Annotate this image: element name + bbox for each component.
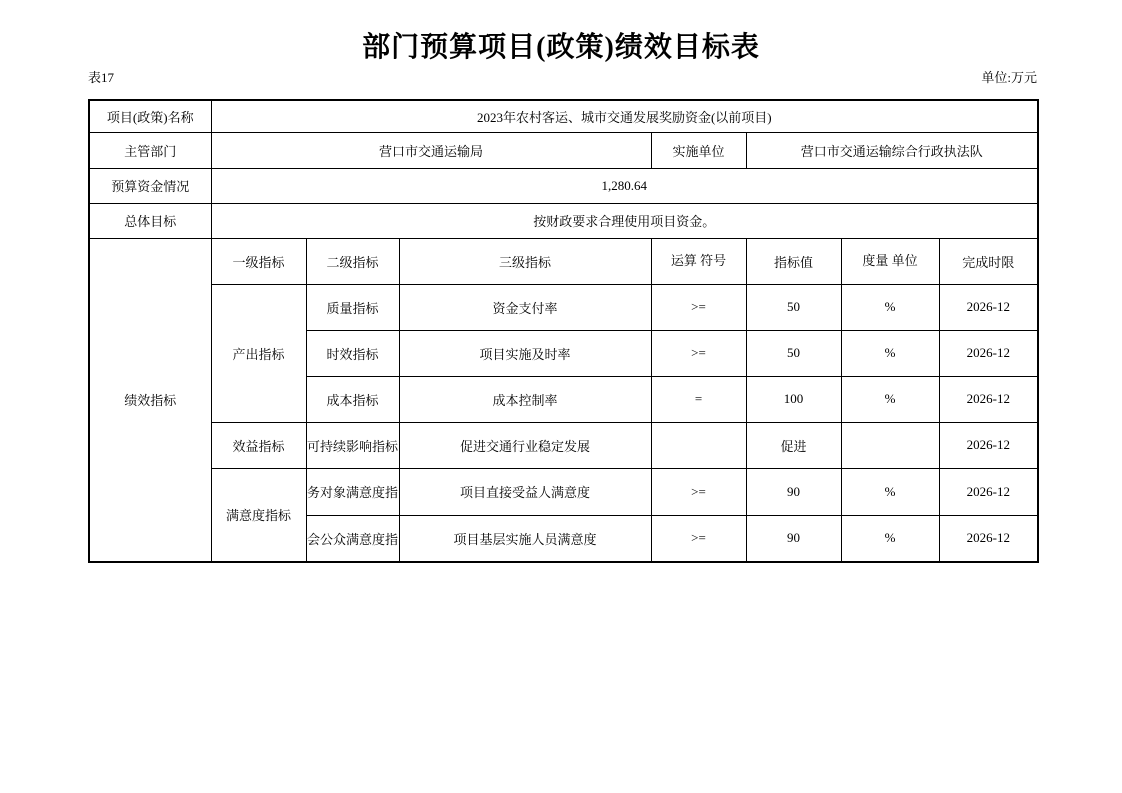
target-value-cell: 90 [746,468,841,515]
page-title: 部门预算项目(政策)绩效目标表 [362,32,760,63]
implementing-unit-value: 营口市交通运输综合行政执法队 [746,132,1038,168]
level2-cell: 会公众满意度指 [306,515,399,562]
level3-cell: 项目直接受益人满意度 [399,468,651,515]
level1-cell: 产出指标 [211,284,306,422]
indicator-row [89,422,1038,468]
indicators-section-label: 绩效指标 [89,238,211,562]
department-value: 营口市交通运输局 [211,132,651,168]
deadline-cell: 2026-12 [939,468,1038,515]
row-project-name [89,100,1038,132]
budget-value: 1,280.64 [211,168,1038,203]
project-name-label: 项目(政策)名称 [89,100,211,132]
operator-cell: >= [651,330,746,376]
indicator-row [89,468,1038,515]
operator-cell: >= [651,468,746,515]
level1-cell: 效益指标 [211,422,306,468]
level1-cell: 满意度指标 [211,468,306,562]
unit-cell: % [841,515,939,562]
deadline-cell: 2026-12 [939,376,1038,422]
operator-cell [651,422,746,468]
unit-cell: % [841,284,939,330]
overall-goal-value: 按财政要求合理使用项目资金。 [211,203,1038,238]
level2-cell: 成本指标 [306,376,399,422]
implementing-unit-label: 实施单位 [651,132,746,168]
department-label: 主管部门 [89,132,211,168]
target-value-cell: 促进 [746,422,841,468]
header-target-value: 指标值 [746,238,841,284]
level2-cell: 质量指标 [306,284,399,330]
row-budget [89,168,1038,203]
deadline-cell: 2026-12 [939,284,1038,330]
level2-cell: 时效指标 [306,330,399,376]
header-unit: 度量 单位 [841,238,939,284]
operator-cell: >= [651,284,746,330]
unit-cell: % [841,330,939,376]
unit-cell [841,422,939,468]
table-number: 表17 [88,70,115,85]
header-level3: 三级指标 [399,238,651,284]
level3-cell: 资金支付率 [399,284,651,330]
operator-cell: = [651,376,746,422]
row-departments [89,132,1038,168]
deadline-cell: 2026-12 [939,422,1038,468]
target-value-cell: 100 [746,376,841,422]
table-meta [88,67,1037,86]
deadline-cell: 2026-12 [939,330,1038,376]
deadline-cell: 2026-12 [939,515,1038,562]
budget-label: 预算资金情况 [89,168,211,203]
operator-cell: >= [651,515,746,562]
target-value-cell: 50 [746,284,841,330]
header-operator: 运算 符号 [651,238,746,284]
overall-goal-label: 总体目标 [89,203,211,238]
level3-cell: 成本控制率 [399,376,651,422]
unit-cell: % [841,468,939,515]
indicator-header-row [89,238,1038,284]
header-level1: 一级指标 [211,238,306,284]
target-value-cell: 50 [746,330,841,376]
project-name-value: 2023年农村客运、城市交通发展奖励资金(以前项目) [211,100,1038,132]
level3-cell: 促进交通行业稳定发展 [399,422,651,468]
unit-cell: % [841,376,939,422]
performance-target-table [88,99,1039,563]
target-value-cell: 90 [746,515,841,562]
indicator-row [89,284,1038,330]
level3-cell: 项目实施及时率 [399,330,651,376]
header-level2: 二级指标 [306,238,399,284]
unit-label: 单位:万元 [981,70,1037,85]
level2-cell: 可持续影响指标 [306,422,399,468]
level2-cell: 务对象满意度指 [306,468,399,515]
header-deadline: 完成时限 [939,238,1038,284]
level3-cell: 项目基层实施人员满意度 [399,515,651,562]
row-overall-goal [89,203,1038,238]
